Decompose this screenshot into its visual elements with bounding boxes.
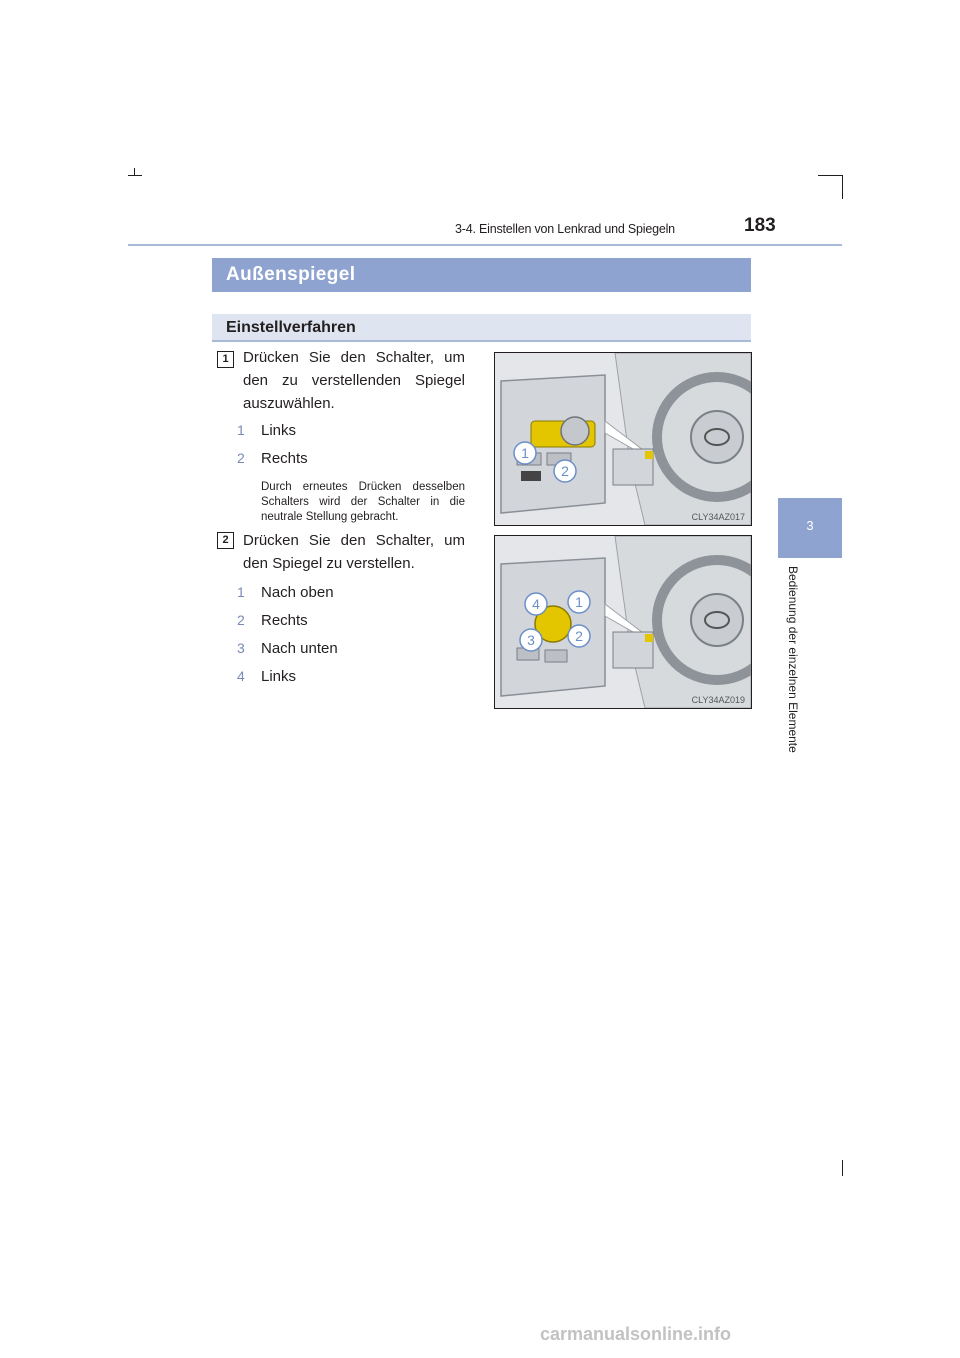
item-label: Rechts [261,450,308,467]
item-number: 3 [237,640,245,656]
callout-4: 4 [532,596,540,612]
chapter-title-wrap [786,566,800,753]
crop-mark [134,168,135,176]
item-label: Nach oben [261,584,334,601]
item-label: Nach unten [261,640,338,657]
figure-mirror-select [494,352,752,526]
running-header: 3-4. Einstellen von Lenkrad und Spiegeln [455,222,675,236]
item-label: Links [261,422,297,439]
step-2-text: Drücken Sie den Schalter, um den Spiegel zu verstellen. [243,532,465,572]
item-number: 1 [237,584,245,600]
mirror-select-illustration [495,353,751,525]
step-1-note: Durch erneutes Drücken desselben Schalters wird der Schalter in die neutrale Stellung gebracht. [261,481,465,523]
item-number: 1 [237,422,245,438]
figure-code: CLY34AZ017 [691,512,745,522]
crop-mark [842,1160,843,1176]
item-number: 2 [237,612,245,628]
step-2-item-2 [237,610,308,631]
step-1-text: Drücken Sie den Schalter, um den zu verstellenden Spiegel auszuwählen. [243,349,465,412]
callout-2: 2 [575,628,583,644]
item-label: Links [261,668,297,685]
step-1-item-2 [237,448,308,469]
page-number: 183 [744,215,776,236]
section-title: Außenspiegel [212,258,751,292]
callout-1: 1 [575,594,583,610]
item-number: 4 [237,668,245,684]
step-number-2: 2 [217,532,234,549]
step-2-item-1 [237,582,334,603]
crop-mark [842,175,843,199]
figure-mirror-adjust [494,535,752,709]
callout-2: 2 [561,463,569,479]
chapter-title: Bedienung der einzelnen Elemente [786,566,800,753]
step-1-item-1 [237,420,296,441]
watermark: carmanualsonline.info [540,1324,732,1344]
subsection-title: Einstellverfahren [212,314,751,342]
header-rule [128,244,842,246]
chapter-tab [778,498,842,558]
callout-1: 1 [521,445,529,461]
item-label: Rechts [261,612,308,629]
callout-3: 3 [527,632,535,648]
item-number: 2 [237,450,245,466]
mirror-adjust-illustration [495,536,751,708]
crop-mark [818,175,842,176]
figure-code: CLY34AZ019 [691,695,745,705]
step-2-item-3 [237,638,338,659]
chapter-number: 3 [806,518,814,533]
step-2-item-4 [237,666,296,687]
crop-mark [128,175,142,176]
step-number-1: 1 [217,351,234,368]
